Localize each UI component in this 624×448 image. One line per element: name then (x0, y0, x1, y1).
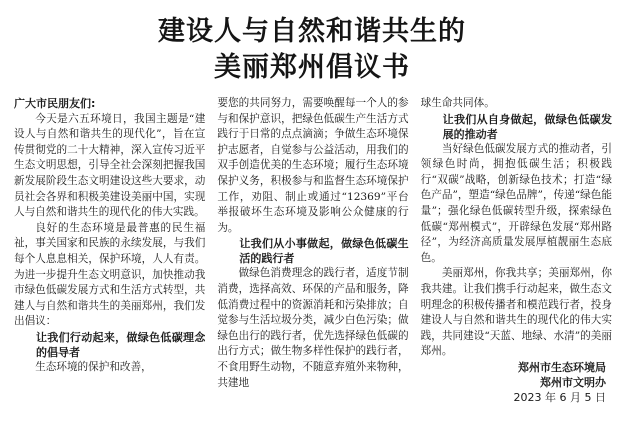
headline-line-1: 建设人与自然和谐共生的 (158, 16, 466, 47)
section-heading-promoter: 让我们从自身做起，做绿色低碳发展的推动者 (442, 112, 612, 141)
article-body (14, 96, 612, 444)
paragraph: 生态环境的保护和改善， (35, 360, 152, 373)
headline-line-2: 美丽郑州倡议书 (214, 52, 410, 83)
column-2 (217, 96, 408, 444)
paragraph: 当好绿色低碳发展方式的推动者，引领绿色时尚，拥抱低碳生活；积极践行“双碳”战略，创新绿色技术；打造“绿色产品”，塑造“绿色品牌”，传递“绿色能量”；强化绿色低碳转型升级，探索绿色低碳“郑州模式”，开辟绿色发展“郑州路径”，为经济高质量发展厚植靓丽生态底色。 (420, 142, 612, 264)
section-heading-advocate: 让我们行动起来，做绿色低碳理念的倡导者 (36, 330, 206, 359)
issuer-civilization-office: 郑州市文明办 (539, 375, 606, 389)
salutation: 广大市民朋友们: (14, 97, 96, 110)
headline (0, 14, 624, 86)
issuer-ecology-bureau: 郑州市生态环境局 (517, 360, 606, 374)
paragraph: 美丽郑州，你我共享；美丽郑州，你我共建。让我们携手行动起来，做生态文明理念的积极传播者和模范践行者，投身建设人与自然和谐共生的现代化的伟大实践，共同建设“天蓝、地绿、水清”的美丽郑州。 (420, 267, 612, 358)
paragraph: 良好的生态环境是最普惠的民生福祉，事关国家和民族的永续发展，与我们每个人息息相关，保护环境，人人有责。为进一步提升生态文明意识，加快推动我市绿色低碳发展方式和生活方式转型，共建人与自然和谐共生的美丽郑州，我们发出倡议： (14, 221, 206, 328)
paragraph: 要您的共同努力，需要唤醒每一个人的参与和保护意识，把绿色低碳生产生活方式践行于日常的点点滴滴；争做生态环境保护志愿者，自觉参与公益活动，用我们的双手创造优美的生态环境；履行生态环境保护义务，积极参与和监督生态环境保护工作，劝阻、制止或通过“12369”平台举报破坏生态环境及影响公众健康的行为。 (217, 97, 409, 234)
issue-date: 2023 年 6 月 5 日 (513, 390, 606, 404)
column-3 (421, 96, 612, 444)
paragraph: 球生命共同体。 (420, 97, 495, 109)
paragraph: 做绿色消费理念的践行者，适度节制消费，选择高效、环保的产品和服务，降低消费过程中的资源消耗和污染排放；自觉参与生活垃圾分类，减少白色污染；做绿色出行的践行者，优先选择绿色低碳的出行方式；做生物多样性保护的践行者，不食用野生动物，不随意弃殖外来物种，共建地 (217, 267, 409, 389)
paragraph: 今天是六五环境日，我国主题是“建设人与自然和谐共生的现代化”，旨在宣传贯彻党的二十大精神，深入宣传习近平生态文明思想，引导全社会深刻把握我国新发展阶段生态文明建设这些大要求，动员社会各界和积极美建设美丽中国，实现人与自然和谐共生的现代化的伟大实践。 (14, 112, 206, 219)
section-heading-practitioner: 让我们从小事做起，做绿色低碳生活的践行者 (239, 237, 409, 266)
column-1 (14, 96, 205, 444)
